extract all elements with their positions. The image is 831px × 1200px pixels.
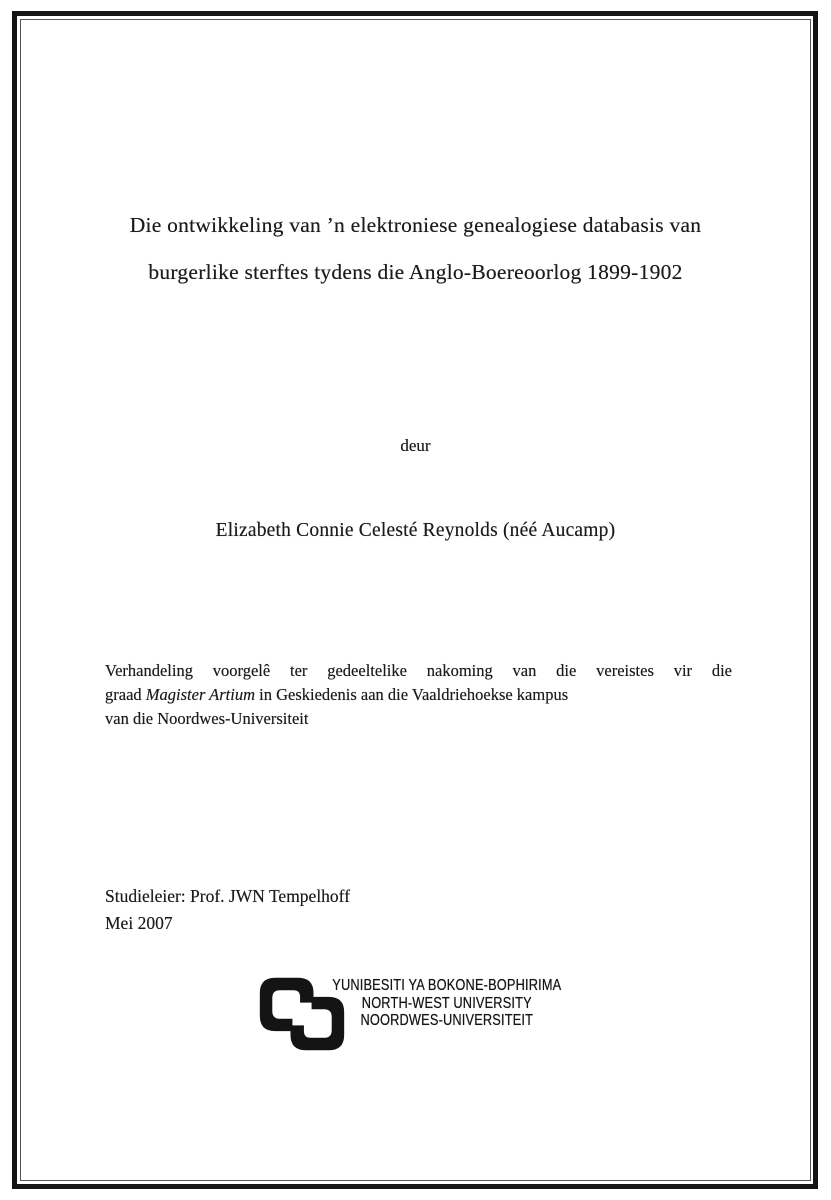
submission-line2-prefix: graad bbox=[105, 685, 146, 704]
submission-line2 bbox=[105, 683, 732, 707]
byline-label: deur bbox=[400, 436, 431, 455]
author-name: Elizabeth Connie Celesté Reynolds (néé Aucamp) bbox=[215, 520, 616, 541]
university-logo-text bbox=[318, 977, 576, 1030]
submission-line2-suffix: in Geskiedenis aan die Vaaldriehoekse kampus bbox=[255, 685, 569, 704]
submission-line3: van die Noordwes-Universiteit bbox=[105, 709, 309, 728]
thesis-title-line1: Die ontwikkeling van ’n elektroniese genealogiese databasis van bbox=[129, 213, 702, 237]
logo-line-english: NORTH-WEST UNIVERSITY bbox=[361, 994, 532, 1012]
thesis-title-line2: burgerlike sterftes tydens die Anglo-Boereoorlog 1899-1902 bbox=[148, 260, 683, 284]
submission-line1: Verhandeling voorgelê ter gedeeltelike nakoming van die vereistes vir die bbox=[105, 661, 732, 680]
supervisor-line: Studieleier: Prof. JWN Tempelhoff bbox=[105, 886, 351, 906]
thesis-title bbox=[0, 202, 831, 296]
logo-line-afrikaans: NOORDWES-UNIVERSITEIT bbox=[360, 1012, 534, 1030]
supervisor-block bbox=[105, 883, 350, 937]
logo-line-setswana: YUNIBESITI YA BOKONE-BOPHIRIMA bbox=[332, 977, 562, 994]
date-line: Mei 2007 bbox=[105, 913, 173, 933]
degree-name: Magister Artium bbox=[145, 685, 256, 704]
submission-statement bbox=[105, 659, 732, 731]
